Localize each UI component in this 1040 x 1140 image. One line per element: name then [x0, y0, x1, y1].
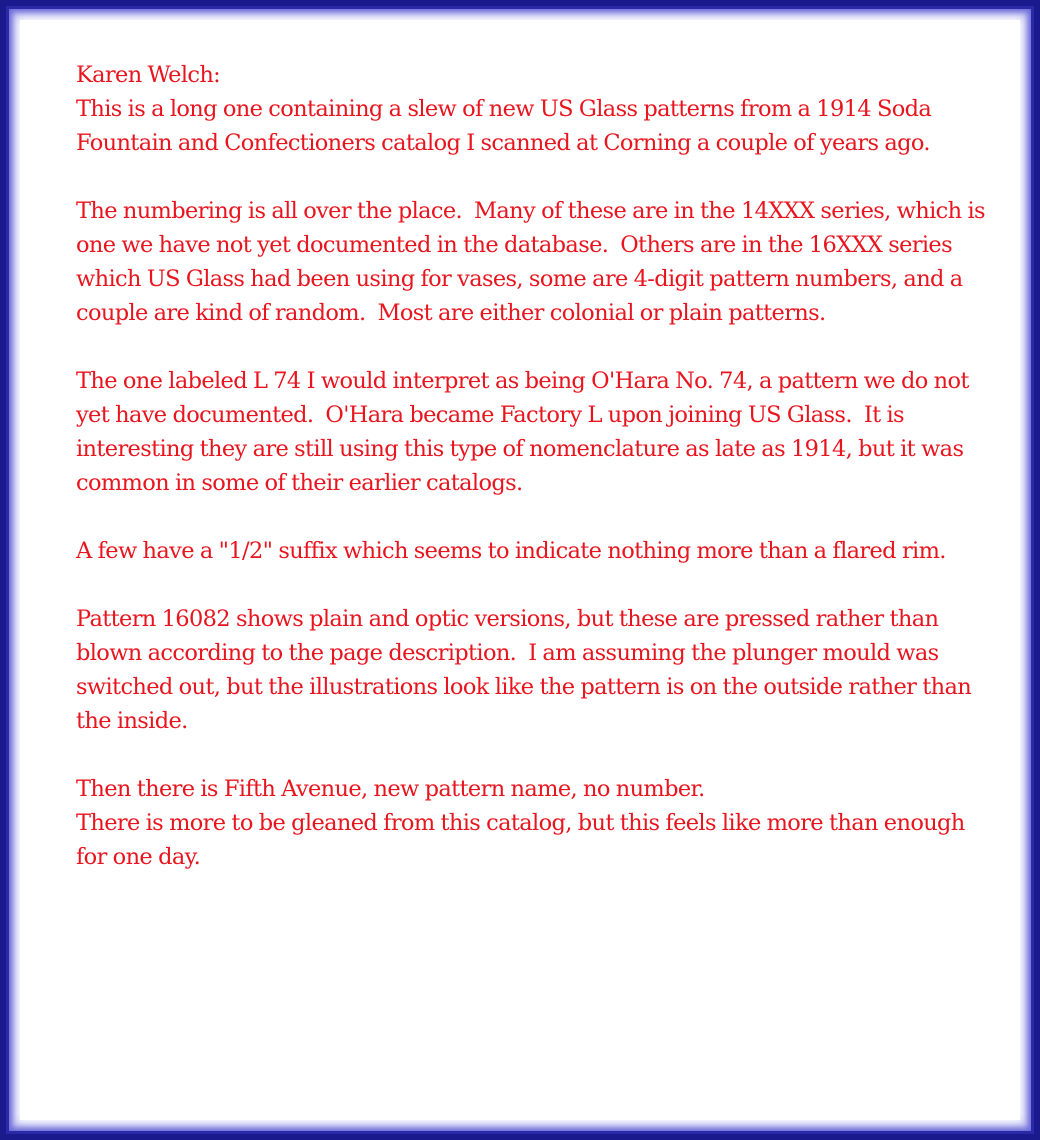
- numbering-paragraph: The numbering is all over the place. Many of these are in the 14XXX series, which is one we have not yet documented in the database. Others are in the 16XXX series which US Glass had been using for vases, some are 4-digit pattern numbers, and a couple are kind of random. Most are either colonial or plain patterns.: [76, 198, 991, 326]
- note-page: [20, 20, 1020, 1120]
- author-line: Karen Welch:: [76, 62, 221, 88]
- fifth-avenue-paragraph: Then there is Fifth Avenue, new pattern name, no number.: [76, 776, 705, 802]
- closing-paragraph: There is more to be gleaned from this catalog, but this feels like more than enough for one day.: [76, 810, 971, 870]
- suffix-paragraph: A few have a "1/2" suffix which seems to indicate nothing more than a flared rim.: [76, 538, 946, 564]
- note-content: [76, 58, 996, 908]
- pattern-16082-paragraph: Pattern 16082 shows plain and optic versions, but these are pressed rather than blown according to the page description. I am assuming the plunger mould was switched out, but the illustrations look like the pattern is on the outside rather than the inside.: [76, 606, 978, 734]
- l74-paragraph: The one labeled L 74 I would interpret as being O'Hara No. 74, a pattern we do not yet have documented. O'Hara became Factory L upon joining US Glass. It is interesting they are still using this type of nomenclature as late as 1914, but it was common in some of their earlier catalogs.: [76, 368, 975, 496]
- intro-paragraph: This is a long one containing a slew of new US Glass patterns from a 1914 Soda Fountain and Confectioners catalog I scanned at Corning a couple of years ago.: [76, 96, 938, 156]
